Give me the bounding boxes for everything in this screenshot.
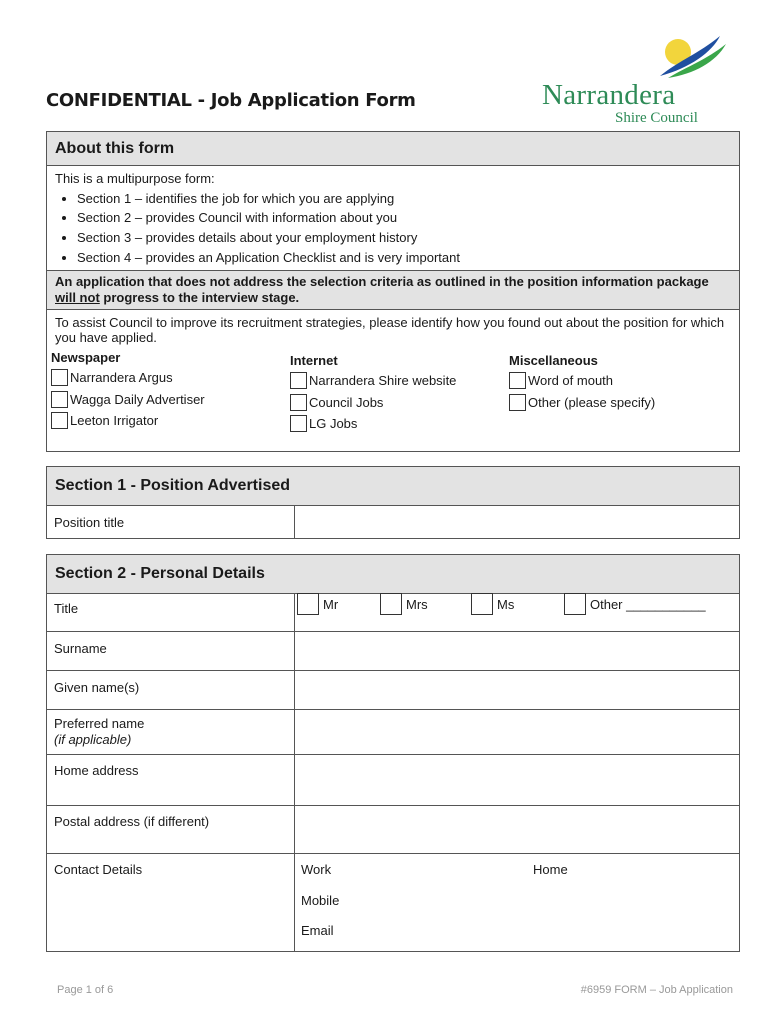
section-1 xyxy=(46,466,740,539)
column-heading: Internet xyxy=(290,353,338,368)
page-title: CONFIDENTIAL - Job Application Form xyxy=(46,90,416,111)
newspaper-column xyxy=(51,350,205,432)
column-heading: Miscellaneous xyxy=(509,353,598,368)
postal-address-field[interactable] xyxy=(295,806,739,853)
council-logo xyxy=(540,30,730,130)
contact-details-row xyxy=(47,853,739,952)
miscellaneous-column xyxy=(509,353,655,413)
option-council-jobs[interactable]: Council Jobs xyxy=(290,392,456,414)
surname-label: Surname xyxy=(47,632,295,670)
title-option-ms[interactable]: Ms xyxy=(471,593,514,615)
list-item: • Section 1 – identifies the job for which you are applying xyxy=(77,189,731,209)
preferred-name-field[interactable] xyxy=(295,710,739,754)
about-section xyxy=(46,131,740,452)
title-option-mrs[interactable]: Mrs xyxy=(380,593,428,615)
checkbox[interactable] xyxy=(564,593,586,615)
selection-criteria-warning: An application that does not address the selection criteria as outlined in the position information package will not progress to the interview stage. xyxy=(47,270,739,310)
postal-address-label: Postal address (if different) xyxy=(47,806,295,853)
option-wagga-daily-advertiser[interactable]: Wagga Daily Advertiser xyxy=(51,389,205,411)
option-narrandera-argus[interactable]: Narrandera Argus xyxy=(51,367,205,389)
position-title-field[interactable] xyxy=(295,506,739,538)
home-address-label: Home address xyxy=(47,755,295,805)
position-title-row xyxy=(47,505,739,538)
contact-details-label: Contact Details xyxy=(47,854,295,952)
title-option-mr[interactable]: Mr xyxy=(297,593,338,615)
given-names-label: Given name(s) xyxy=(47,671,295,709)
assist-text: To assist Council to improve its recruitment strategies, please identify how you found out about the position for which you have applied. xyxy=(55,315,725,346)
given-names-row xyxy=(47,670,739,709)
surname-field[interactable] xyxy=(295,632,739,670)
checkbox[interactable] xyxy=(51,369,68,386)
contact-details-fields xyxy=(295,854,739,952)
logo-name: Narrandera xyxy=(542,79,676,111)
option-other-specify[interactable]: Other (please specify) xyxy=(509,392,655,414)
checkbox[interactable] xyxy=(509,372,526,389)
title-row xyxy=(47,593,739,631)
about-heading: About this form xyxy=(47,132,739,166)
checkbox[interactable] xyxy=(297,593,319,615)
list-item: • Section 3 – provides details about your employment history xyxy=(77,228,731,248)
option-lg-jobs[interactable]: LG Jobs xyxy=(290,413,456,435)
checkbox[interactable] xyxy=(290,415,307,432)
section-1-heading: Section 1 - Position Advertised xyxy=(47,467,739,505)
column-heading: Newspaper xyxy=(51,350,121,365)
list-item: • Section 4 – provides an Application Checklist and is very important xyxy=(77,248,731,268)
email-label: Email xyxy=(301,923,334,938)
surname-row xyxy=(47,631,739,670)
about-intro: This is a multipurpose form: xyxy=(55,171,215,186)
position-title-label: Position title xyxy=(47,506,295,538)
checkbox[interactable] xyxy=(471,593,493,615)
title-option-other[interactable]: Other ___________ xyxy=(564,593,706,615)
checkbox[interactable] xyxy=(380,593,402,615)
given-names-field[interactable] xyxy=(295,671,739,709)
postal-address-row xyxy=(47,805,739,853)
option-narrandera-shire-website[interactable]: Narrandera Shire website xyxy=(290,370,456,392)
preferred-name-row xyxy=(47,709,739,754)
checkbox[interactable] xyxy=(509,394,526,411)
home-address-field[interactable] xyxy=(295,755,739,805)
list-item: • Section 2 – provides Council with information about you xyxy=(77,208,731,228)
form-reference: #6959 FORM – Job Application xyxy=(580,984,733,996)
home-address-row xyxy=(47,754,739,805)
section-2 xyxy=(46,554,740,952)
option-leeton-irrigator[interactable]: Leeton Irrigator xyxy=(51,410,205,432)
section-2-heading: Section 2 - Personal Details xyxy=(47,555,739,593)
logo-subtitle: Shire Council xyxy=(615,110,698,126)
about-bullet-list xyxy=(55,189,731,268)
option-word-of-mouth[interactable]: Word of mouth xyxy=(509,370,655,392)
work-phone-label: Work xyxy=(301,862,332,877)
home-phone-label: Home xyxy=(533,862,568,877)
mobile-label: Mobile xyxy=(301,893,340,908)
checkbox[interactable] xyxy=(51,391,68,408)
title-label: Title xyxy=(47,594,295,631)
preferred-name-label: Preferred name (if applicable) xyxy=(47,710,295,754)
page-number: Page 1 of 6 xyxy=(57,984,114,996)
checkbox[interactable] xyxy=(51,412,68,429)
checkbox[interactable] xyxy=(290,394,307,411)
logo-emblem-icon xyxy=(540,30,730,85)
title-options xyxy=(295,594,739,631)
checkbox[interactable] xyxy=(290,372,307,389)
internet-column xyxy=(290,353,456,435)
